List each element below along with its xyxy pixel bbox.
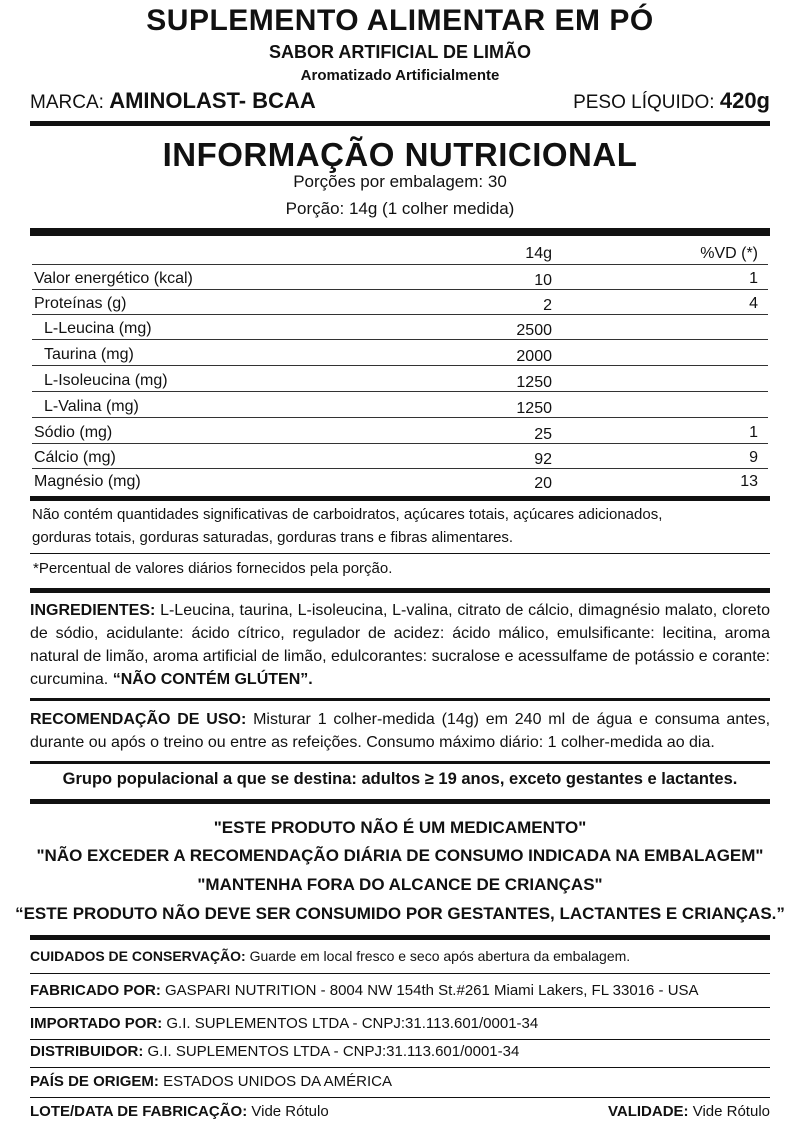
table-thick-rule — [30, 228, 770, 236]
nutrition-title: INFORMAÇÃO NUTRICIONAL — [162, 136, 638, 173]
column-vd: %VD (*) — [700, 245, 758, 262]
target-group: Grupo populacional a que se destina: adultos ≥ 19 anos, exceto gestantes e lactantes. — [62, 770, 738, 788]
manufacturer-row — [30, 982, 770, 999]
conservation-row — [30, 948, 770, 964]
nutrient-name: L-Leucina (mg) — [44, 320, 152, 337]
note-divider — [30, 553, 770, 554]
warnings-rule — [30, 935, 770, 940]
nutrition-note-line: Não contém quantidades significativas de carboidratos, açúcares totais, açúcares adicionados, — [32, 506, 663, 523]
importer-label: IMPORTADO POR: — [30, 1015, 163, 1032]
recommendation-label: RECOMENDAÇÃO DE USO: — [30, 711, 247, 728]
ingredients-label: INGREDIENTES: — [30, 602, 156, 619]
nutrient-name: Sódio (mg) — [34, 424, 113, 441]
vd-footnote: *Percentual de valores diários fornecidos pela porção. — [33, 560, 393, 577]
ingredients-text: L-Leucina, taurina, L-isoleucina, L-valina, citrato de cálcio, dimagnésio malato, cloreto de sódio, acidulante: ácido cítrico, regulador de acidez: ácido málico, emulsificante: lecitina, aroma natural de limão, aroma artificial de limão, edulcorantes: sucralose e acessulfame de potássio e corante: curcumina. — [30, 602, 770, 688]
lot — [30, 1103, 329, 1120]
top-rule — [30, 121, 770, 126]
footer-divider — [30, 1097, 770, 1098]
nutrient-name: Valor energético (kcal) — [34, 270, 193, 287]
origin-label: PAÍS DE ORIGEM: — [30, 1073, 159, 1090]
table-row — [32, 290, 768, 315]
brand-weight-row — [30, 88, 770, 120]
ingredients-rule — [30, 698, 770, 701]
lot-label: LOTE/DATA DE FABRICAÇÃO: — [30, 1103, 248, 1120]
distributor-text: G.I. SUPLEMENTOS LTDA - CNPJ:31.113.601/0001-34 — [143, 1043, 520, 1060]
nutrient-name: Proteínas (g) — [34, 295, 127, 312]
table-row — [32, 469, 768, 493]
aromatized-text: Aromatizado Artificialmente — [300, 67, 500, 84]
footnote-rule — [30, 588, 770, 593]
lot-text: Vide Rótulo — [247, 1103, 329, 1120]
validity — [608, 1103, 770, 1120]
warning-line: "NÃO EXCEDER A RECOMENDAÇÃO DIÁRIA DE CONSUMO INDICADA NA EMBALAGEM" — [36, 846, 764, 865]
validity-label: VALIDADE: — [607, 1103, 689, 1120]
distributor-label: DISTRIBUIDOR: — [30, 1043, 144, 1060]
recommendation-rule — [30, 761, 770, 764]
warning-line: "MANTENHA FORA DO ALCANCE DE CRIANÇAS" — [197, 875, 603, 894]
warning-line: "ESTE PRODUTO NÃO É UM MEDICAMENTO" — [213, 818, 587, 837]
table-row — [32, 444, 768, 469]
row-divider — [32, 365, 768, 366]
servings-per-package: Porções por embalagem: 30 — [293, 172, 507, 191]
net-weight — [573, 88, 770, 114]
validity-text: Vide Rótulo — [688, 1103, 770, 1120]
nutrient-amount: 1250 — [516, 400, 552, 417]
nutrient-vd: 1 — [749, 424, 758, 441]
table-header-row — [32, 240, 768, 265]
nutrition-note — [32, 503, 662, 549]
nutrient-amount: 2500 — [516, 322, 552, 339]
footer-divider — [30, 1067, 770, 1068]
nutrient-vd: 1 — [749, 270, 758, 287]
recommendation-block — [30, 708, 770, 754]
nutrient-amount: 25 — [534, 426, 552, 443]
brand-label: MARCA: — [30, 92, 110, 113]
distributor-row — [30, 1043, 770, 1060]
nutrient-amount: 10 — [534, 272, 552, 289]
origin-text: ESTADOS UNIDOS DA AMÉRICA — [158, 1073, 393, 1090]
group-rule — [30, 799, 770, 804]
nutrient-amount: 1250 — [516, 374, 552, 391]
conservation-label: CUIDADOS DE CONSERVAÇÃO: — [30, 948, 246, 964]
flavor-text: SABOR ARTIFICIAL DE LIMÃO — [269, 42, 531, 62]
warning-line: “ESTE PRODUTO NÃO DEVE SER CONSUMIDO POR GESTANTES, LACTANTES E CRIANÇAS.” — [15, 904, 785, 923]
brand — [30, 88, 316, 114]
nutrient-vd: 4 — [749, 295, 758, 312]
table-row — [32, 341, 768, 366]
row-divider — [32, 339, 768, 340]
nutrition-note-line: gorduras totais, gorduras saturadas, gorduras trans e fibras alimentares. — [32, 529, 514, 546]
nutrient-name: Taurina (mg) — [44, 346, 134, 363]
nutrient-name: Cálcio (mg) — [34, 449, 116, 466]
importer-text: G.I. SUPLEMENTOS LTDA - CNPJ:31.113.601/0001-34 — [162, 1015, 539, 1032]
table-row — [32, 393, 768, 418]
nutrient-name: L-Valina (mg) — [44, 398, 139, 415]
table-bottom-rule — [30, 496, 770, 501]
nutrient-amount: 20 — [534, 475, 552, 492]
recommendation-text: Misturar 1 colher-medida (14g) em 240 ml de água e consuma antes, durante ou após o treino ou entre as refeições. Consumo máximo diário: 1 colher-medida ao dia. — [30, 711, 771, 751]
footer-divider — [30, 973, 770, 974]
column-amount: 14g — [525, 245, 552, 262]
footer-divider — [30, 1039, 770, 1040]
row-divider — [32, 391, 768, 392]
nutrient-amount: 2000 — [516, 348, 552, 365]
importer-row — [30, 1015, 770, 1032]
origin-row — [30, 1073, 770, 1090]
nutrient-name: Magnésio (mg) — [34, 473, 141, 490]
manufacturer-label: FABRICADO POR: — [30, 982, 161, 999]
nutrient-name: L-Isoleucina (mg) — [44, 372, 168, 389]
manufacturer-text: GASPARI NUTRITION - 8004 NW 154th St.#261 Miami Lakers, FL 33016 - USA — [160, 982, 699, 999]
ingredients-block — [30, 599, 770, 691]
row-divider — [32, 417, 768, 418]
nutrient-vd: 9 — [749, 449, 758, 466]
weight-value: 420g — [719, 88, 770, 113]
table-row — [32, 315, 768, 340]
lot-validity-row — [30, 1103, 770, 1120]
nutrient-vd: 13 — [740, 473, 758, 490]
portion-size: Porção: 14g (1 colher medida) — [285, 199, 515, 218]
footer-divider — [30, 1007, 770, 1008]
weight-label: PESO LÍQUIDO: — [573, 92, 720, 113]
table-row — [32, 265, 768, 290]
product-title: SUPLEMENTO ALIMENTAR EM PÓ — [146, 4, 654, 37]
gluten-notice: “NÃO CONTÉM GLÚTEN”. — [112, 671, 313, 688]
nutrient-amount: 2 — [543, 297, 552, 314]
nutrient-amount: 92 — [534, 451, 552, 468]
conservation-text: Guarde em local fresco e seco após abertura da embalagem. — [245, 948, 631, 964]
table-row — [32, 367, 768, 392]
brand-value: AMINOLAST- BCAA — [109, 88, 316, 113]
table-row — [32, 419, 768, 444]
